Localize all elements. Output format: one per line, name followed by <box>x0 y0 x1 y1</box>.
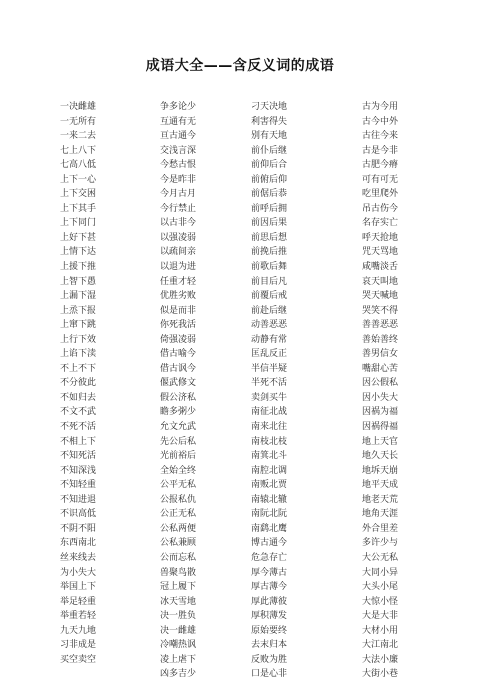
idiom-cell: 厚积薄发 <box>251 611 288 622</box>
idiom-cell: 不识高低 <box>60 509 97 520</box>
idiom-cell: 公私兼顾 <box>160 538 197 549</box>
idiom-cell: 危急存亡 <box>251 552 288 563</box>
idiom-cell: 不阴不阳 <box>60 523 97 534</box>
idiom-cell: 全始全终 <box>160 465 197 476</box>
idiom-cell: 利害得失 <box>251 116 288 127</box>
idiom-cell: 冷嘲热讽 <box>160 640 197 651</box>
idiom-cell: 南征北战 <box>251 407 288 418</box>
idiom-cell: 买空卖空 <box>60 654 97 665</box>
idiom-cell: 兽聚鸟散 <box>160 567 197 578</box>
idiom-cell: 以退为进 <box>160 262 197 273</box>
idiom-cell: 瞻多粥少 <box>160 407 197 418</box>
idiom-cell: 嘴甜心苦 <box>362 363 399 374</box>
idiom-cell: 南腔北调 <box>251 465 288 476</box>
idiom-cell: 哀天叫地 <box>362 276 399 287</box>
idiom-cell: 上谄下渎 <box>60 349 97 360</box>
idiom-cell: 举重若轻 <box>60 611 97 622</box>
idiom-cell: 地平天成 <box>362 480 399 491</box>
idiom-cell: 厚今薄古 <box>251 567 288 578</box>
idiom-cell: 咸嘴淡舌 <box>362 262 399 273</box>
idiom-cell: 亘古通今 <box>160 131 197 142</box>
idiom-column <box>248 100 340 682</box>
idiom-cell: 光前裕后 <box>160 451 197 462</box>
idiom-cell: 别有天地 <box>251 131 288 142</box>
idiom-cell: 为小失大 <box>60 567 97 578</box>
idiom-cell: 哭笑不得 <box>362 305 399 316</box>
idiom-cell: 不相上下 <box>60 436 97 447</box>
idiom-cell: 上下交困 <box>60 189 97 200</box>
idiom-cell: 不分彼此 <box>60 378 97 389</box>
idiom-cell: 凶多吉少 <box>160 669 197 680</box>
idiom-cell: 公而忘私 <box>160 552 197 563</box>
idiom-cell: 南来北往 <box>251 422 288 433</box>
idiom-cell: 哭天喊地 <box>362 291 399 302</box>
idiom-cell: 大公无私 <box>362 552 399 563</box>
idiom-cell: 今行禁止 <box>160 203 197 214</box>
idiom-cell: 前目后凡 <box>251 276 288 287</box>
idiom-cell: 允文允武 <box>160 422 197 433</box>
idiom-cell: 大法小廉 <box>362 654 399 665</box>
idiom-cell: 南贩北贾 <box>251 480 288 491</box>
idiom-cell: 南鹞北鹰 <box>251 523 288 534</box>
idiom-cell: 东西南北 <box>60 538 97 549</box>
idiom-cell: 公私两便 <box>160 523 197 534</box>
idiom-cell: 呼天抢地 <box>362 232 399 243</box>
page-title: 成语大全——含反义词的成语 <box>145 58 335 74</box>
idiom-cell: 古是今非 <box>362 145 399 156</box>
idiom-cell: 七高八低 <box>60 160 97 171</box>
idiom-cell: 不上不下 <box>60 363 97 374</box>
idiom-cell: 似是而非 <box>160 305 197 316</box>
idiom-cell: 决一雌雄 <box>160 625 197 636</box>
idiom-cell: 古往今来 <box>362 131 399 142</box>
idiom-cell: 南枝北枝 <box>251 436 288 447</box>
idiom-cell: 古肥今瘠 <box>362 160 399 171</box>
idiom-cell: 古今中外 <box>362 116 399 127</box>
idiom-cell: 地角天涯 <box>362 509 399 520</box>
idiom-cell: 匡乱反正 <box>251 349 288 360</box>
idiom-cell: 公报私仇 <box>160 494 197 505</box>
idiom-cell: 习非成是 <box>60 640 97 651</box>
idiom-cell: 借古喻今 <box>160 349 197 360</box>
idiom-cell: 博古通今 <box>251 538 288 549</box>
idiom-cell: 不如归去 <box>60 392 97 403</box>
idiom-cell: 地久天长 <box>362 451 399 462</box>
idiom-cell: 地坼天崩 <box>362 465 399 476</box>
idiom-cell: 不知深浅 <box>60 465 97 476</box>
idiom-cell: 以古非今 <box>160 218 197 229</box>
idiom-cell: 上行下效 <box>60 334 97 345</box>
idiom-cell: 外合里差 <box>362 523 399 534</box>
idiom-cell: 古为今用 <box>362 102 399 112</box>
idiom-cell: 前覆后戒 <box>251 291 288 302</box>
idiom-cell: 上智下愚 <box>60 276 97 287</box>
idiom-cell: 半信半疑 <box>251 363 288 374</box>
idiom-cell: 善始善终 <box>362 334 399 345</box>
idiom-cell: 一来二去 <box>60 131 97 142</box>
idiom-cell: 上好下甚 <box>60 232 97 243</box>
idiom-cell: 前仆后继 <box>251 145 288 156</box>
idiom-cell: 借古讽今 <box>160 363 197 374</box>
idiom-cell: 地老天荒 <box>362 494 399 505</box>
idiom-cell: 倚强凌弱 <box>160 334 197 345</box>
idiom-cell: 咒天骂地 <box>362 247 399 258</box>
idiom-cell: 吊古伤今 <box>362 203 399 214</box>
idiom-cell: 今是昨非 <box>160 174 197 185</box>
idiom-cell: 凌上虐下 <box>160 654 197 665</box>
idiom-cell: 上援下推 <box>60 262 97 273</box>
idiom-cell: 动静有常 <box>251 334 288 345</box>
idiom-cell: 前赴后继 <box>251 305 288 316</box>
idiom-cell: 可有可无 <box>362 174 399 185</box>
idiom-cell: 一决雌雄 <box>60 102 97 112</box>
idiom-cell: 南辕北辙 <box>251 494 288 505</box>
idiom-cell: 卖剑买牛 <box>251 392 288 403</box>
idiom-cell: 九天九地 <box>60 625 97 636</box>
idiom-cell: 前歌后舞 <box>251 262 288 273</box>
idiom-cell: 去末归本 <box>251 640 288 651</box>
idiom-column <box>156 100 248 682</box>
idiom-column <box>60 100 156 682</box>
idiom-cell: 大头小尾 <box>362 582 399 593</box>
idiom-cell: 多许少与 <box>362 538 399 549</box>
idiom-cell: 上下其手 <box>60 203 97 214</box>
idiom-cell: 名存实亡 <box>362 218 399 229</box>
idiom-cell: 七上八下 <box>60 145 97 156</box>
idiom-cell: 以疏间亲 <box>160 247 197 258</box>
idiom-cell: 大同小异 <box>362 567 399 578</box>
idiom-cell: 交浅言深 <box>160 145 197 156</box>
idiom-cell: 大是大非 <box>362 611 399 622</box>
idiom-cell: 不知进退 <box>60 494 97 505</box>
idiom-cell: 因公假私 <box>362 378 399 389</box>
idiom-cell: 善男信女 <box>362 349 399 360</box>
idiom-cell: 不知轻重 <box>60 480 97 491</box>
idiom-cell: 口是心非 <box>251 669 288 680</box>
idiom-cell: 反败为胜 <box>251 654 288 665</box>
idiom-cell: 偃武修文 <box>160 378 197 389</box>
idiom-cell: 上烝下报 <box>60 305 97 316</box>
idiom-cell: 因小失大 <box>362 392 399 403</box>
idiom-cell: 南箕北斗 <box>251 451 288 462</box>
idiom-cell: 以强凌弱 <box>160 232 197 243</box>
idiom-cell: 前倨后恭 <box>251 189 288 200</box>
idiom-cell: 吃里爬外 <box>362 189 399 200</box>
idiom-cell: 争多论少 <box>160 102 197 112</box>
idiom-cell: 今愁古恨 <box>160 160 197 171</box>
idiom-cell: 举足轻重 <box>60 596 97 607</box>
idiom-cell: 前俯后仰 <box>251 174 288 185</box>
idiom-cell: 一无所有 <box>60 116 97 127</box>
idiom-cell: 冠上履下 <box>160 582 197 593</box>
idiom-cell: 优胜劣败 <box>160 291 197 302</box>
idiom-cell: 上窜下跳 <box>60 320 97 331</box>
idiom-cell: 大街小巷 <box>362 669 399 680</box>
idiom-cell: 互通有无 <box>160 116 197 127</box>
idiom-cell: 厚古薄今 <box>251 582 288 593</box>
idiom-cell: 假公济私 <box>160 392 197 403</box>
idiom-cell: 不死不活 <box>60 422 97 433</box>
idiom-cell: 举国上下 <box>60 582 97 593</box>
idiom-cell: 前挽后推 <box>251 247 288 258</box>
idiom-table <box>60 100 440 682</box>
idiom-cell: 公正无私 <box>160 509 197 520</box>
idiom-cell: 不文不武 <box>60 407 97 418</box>
idiom-column <box>340 100 440 682</box>
idiom-cell: 因祸为福 <box>362 407 399 418</box>
idiom-cell: 地上天官 <box>362 436 399 447</box>
idiom-cell: 先公后私 <box>160 436 197 447</box>
idiom-cell: 刁天决地 <box>251 102 288 112</box>
idiom-cell: 今月古月 <box>160 189 197 200</box>
idiom-cell: 前因后果 <box>251 218 288 229</box>
idiom-cell: 公平无私 <box>160 480 197 491</box>
idiom-cell: 上情下达 <box>60 247 97 258</box>
idiom-cell: 上下同门 <box>60 218 97 229</box>
idiom-cell: 上下一心 <box>60 174 97 185</box>
idiom-cell: 因祸得福 <box>362 422 399 433</box>
idiom-cell: 你死我活 <box>160 320 197 331</box>
idiom-cell: 大材小用 <box>362 625 399 636</box>
idiom-cell: 冰天雪地 <box>160 596 197 607</box>
idiom-cell: 南阮北阮 <box>251 509 288 520</box>
idiom-cell: 善善恶恶 <box>362 320 399 331</box>
idiom-cell: 前仰后合 <box>251 160 288 171</box>
idiom-cell: 前呼后拥 <box>251 203 288 214</box>
idiom-cell: 任重才轻 <box>160 276 197 287</box>
idiom-cell: 大惊小怪 <box>362 596 399 607</box>
idiom-cell: 动善恶恶 <box>251 320 288 331</box>
idiom-cell: 前思后想 <box>251 232 288 243</box>
idiom-cell: 不知死活 <box>60 451 97 462</box>
idiom-cell: 原始要终 <box>251 625 288 636</box>
idiom-cell: 上漏下湿 <box>60 291 97 302</box>
idiom-cell: 大江南北 <box>362 640 399 651</box>
idiom-cell: 厚此薄彼 <box>251 596 288 607</box>
idiom-cell: 决一胜负 <box>160 611 197 622</box>
idiom-cell: 丝来线去 <box>60 552 97 563</box>
idiom-cell: 半死不活 <box>251 378 288 389</box>
